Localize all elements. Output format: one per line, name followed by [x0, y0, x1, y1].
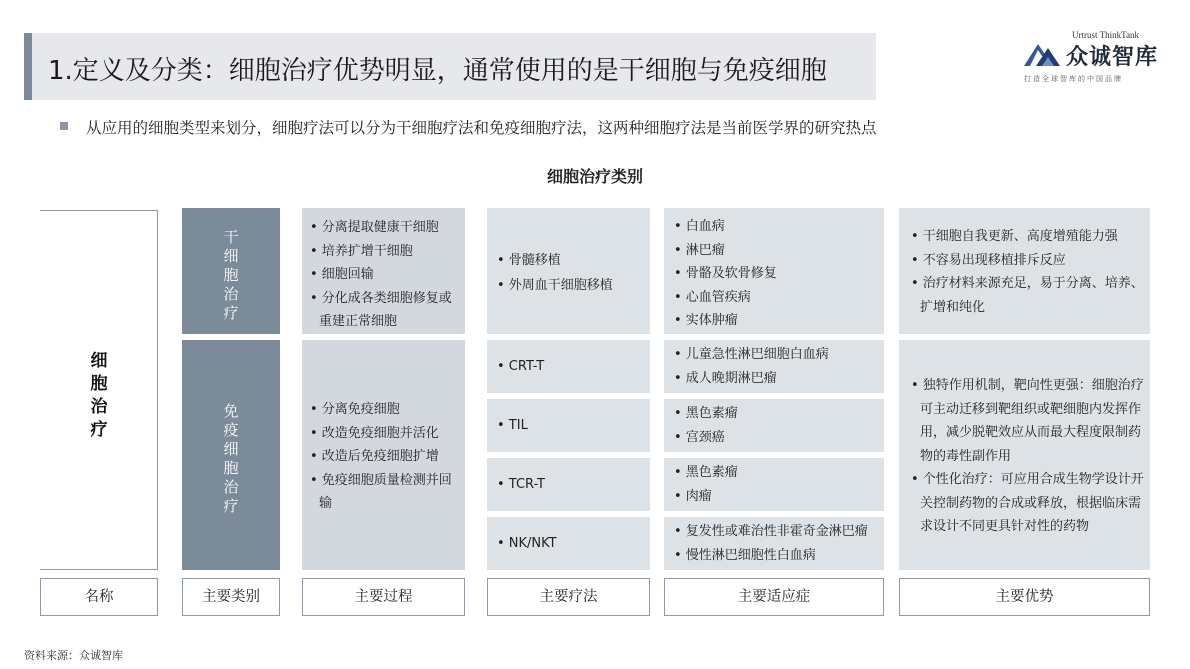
therapy-tcr: • TCR-T: [487, 458, 650, 511]
process-stem-line: 重建正常细胞: [319, 314, 398, 329]
advantage-line: 关控制药物的合成或释放，根据临床需: [920, 495, 1142, 511]
advantage-line: 物的毒性副作用: [920, 448, 1012, 464]
indication-item: • 肉瘤: [674, 488, 712, 504]
advantage-line: 用，减少脱靶效应从而最大程度限制药: [920, 425, 1142, 440]
section-title: 细胞治疗类别: [546, 167, 643, 186]
column-header-process: 主要过程: [302, 578, 465, 616]
category-immune-label: 免 疫 细 胞 治 疗: [223, 402, 239, 515]
advantage-line: • 独特作用机制，靶向性更强：细胞治疗: [911, 378, 1144, 393]
advantage-line: 求设计不同更具针对性的药物: [920, 519, 1090, 534]
logo-chinese-name: 众诚智库: [1066, 44, 1159, 70]
mountain-logo-icon: [1022, 38, 1062, 68]
advantage-line: • 个性化治疗：可应用合成生物学设计开: [911, 472, 1144, 487]
indication-item: • 白血病: [674, 219, 725, 234]
indication-item: • 复发性或难治性非霍奇金淋巴瘤: [674, 524, 868, 539]
indication-item: • 儿童急性淋巴细胞白血病: [674, 347, 829, 362]
intro-text: 从应用的细胞类型来划分，细胞疗法可以分为干细胞疗法和免疫细胞疗法，这两种细胞疗法是当前医学界的研究热点: [86, 119, 877, 137]
therapy-item: • 外周血干细胞移植: [497, 278, 613, 293]
advantage-line: 扩增和纯化: [920, 299, 986, 315]
process-immune: [302, 340, 465, 570]
column-header-therapy: 主要疗法: [487, 578, 650, 616]
process-immune-line: • 改造后免疫细胞扩增: [310, 449, 439, 464]
category-stem-label: 干 细 胞 治 疗: [223, 228, 239, 322]
column-header-advantage: 主要优势: [899, 578, 1150, 616]
indication-item: • 宫颈癌: [674, 429, 725, 445]
title-accent-bar: [24, 33, 32, 100]
indication-item: • 淋巴瘤: [674, 242, 725, 258]
indication-crt: [664, 340, 884, 393]
therapy-item: • 骨髓移植: [497, 253, 561, 268]
advantage-line: • 不容易出现移植排斥反应: [911, 252, 1066, 268]
column-header-name: 名称: [40, 578, 158, 616]
therapy-stem: [487, 208, 650, 334]
process-immune-line: • 分离免疫细胞: [310, 402, 400, 417]
process-stem-line: • 培养扩增干细胞: [310, 243, 413, 259]
indication-item: • 实体肿瘤: [674, 313, 738, 328]
advantage-line: 可主动迁移到靶组织或靶细胞内发挥作: [920, 401, 1142, 417]
process-stem-line: • 分化成各类细胞修复或: [310, 290, 452, 306]
indication-tcr: [664, 458, 884, 511]
page-title: 1.定义及分类：细胞治疗优势明显，通常使用的是干细胞与免疫细胞: [48, 56, 827, 86]
indication-item: • 黑色素瘤: [674, 465, 738, 480]
indication-item: • 黑色素瘤: [674, 406, 738, 421]
source-note: 资料来源：众诚智库: [24, 649, 123, 662]
logo-slogan: 打造全球智库的中国品牌: [1024, 75, 1123, 83]
logo-english-name: Urtrust ThinkTank: [1072, 30, 1139, 40]
category-stem-cell: [182, 208, 280, 334]
indication-item: • 骨骼及软骨修复: [674, 266, 777, 281]
advantage-line: • 治疗材料来源充足，易于分离、培养、: [911, 276, 1144, 291]
therapy-crt: • CRT-T: [487, 340, 650, 393]
therapy-til: • TIL: [487, 399, 650, 452]
advantage-stem: [899, 208, 1150, 334]
bullet-square-icon: [60, 122, 68, 130]
indication-nk: [664, 517, 884, 570]
process-immune-line: • 改造免疫细胞并活化: [310, 425, 439, 441]
indication-item: • 心血管疾病: [674, 289, 751, 305]
advantage-immune: [899, 340, 1150, 570]
process-stem-line: • 分离提取健康干细胞: [310, 220, 439, 235]
name-label: 细 胞 治 疗: [90, 351, 108, 440]
column-header-indication: 主要适应症: [664, 578, 884, 616]
indication-til: [664, 399, 884, 452]
indication-item: • 成人晚期淋巴瘤: [674, 370, 777, 386]
process-immune-line: • 免疫细胞质量检测并回: [310, 472, 452, 488]
process-immune-line: 输: [319, 496, 333, 511]
therapy-nk: • NK/NKT: [487, 517, 650, 570]
indication-stem: [664, 208, 884, 334]
indication-item: • 慢性淋巴细胞性白血病: [674, 547, 816, 563]
process-stem: [302, 208, 465, 334]
column-header-category: 主要类别: [182, 578, 280, 616]
advantage-line: • 干细胞自我更新、高度增殖能力强: [911, 229, 1118, 244]
process-stem-line: • 细胞回输: [310, 267, 374, 282]
category-immune-cell: [182, 340, 280, 570]
